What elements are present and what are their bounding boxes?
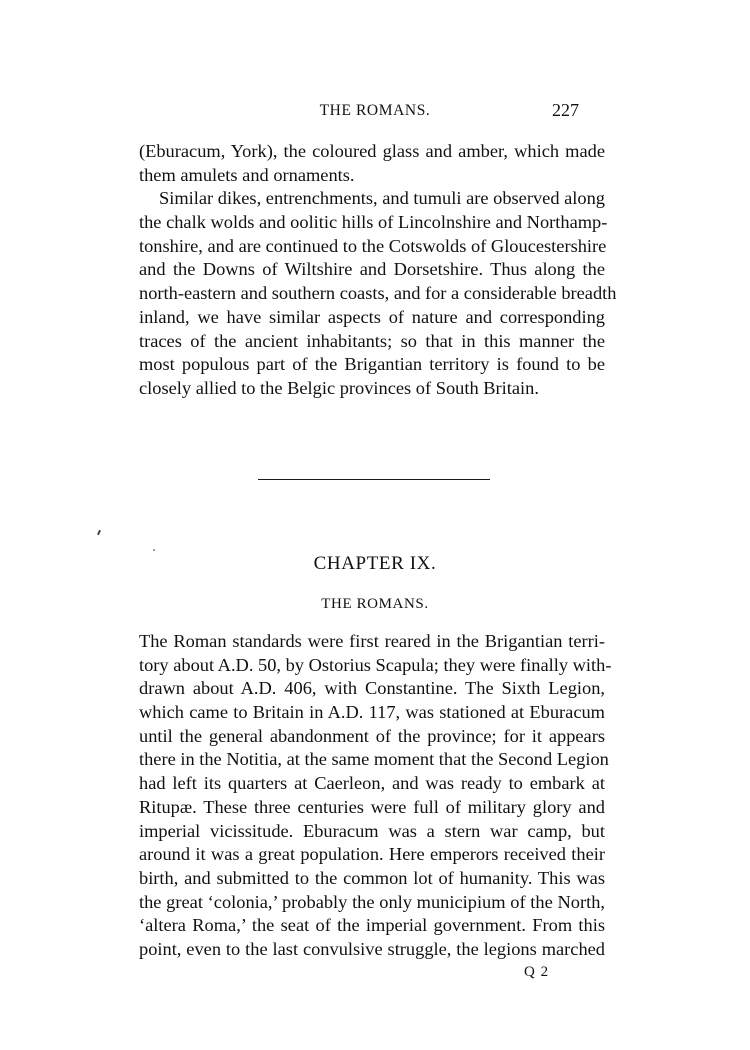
text-line: north-eastern and southern coasts, and for a considerable breadth [139,283,617,304]
text-line: imperial vicissitude. Eburacum was a stern war camp, but [139,820,605,841]
paragraph [139,140,605,187]
text-line: had left its quarters at Caerleon, and was ready to embark at [139,773,605,794]
page-number: 227 [552,100,579,120]
text-line: point, even to the last convulsive struggle, the legions marched [139,938,605,959]
chapter-text [139,630,612,962]
running-head [0,100,750,124]
text-line: the chalk wolds and oolitic hills of Lincolnshire and Northamp- [139,212,608,233]
text-line: tory about A.D. 50, by Ostorius Scapula; they were finally with- [139,654,612,675]
text-line: until the general abandonment of the province; for it appears [139,725,605,746]
text-line: which came to Britain in A.D. 117, was stationed at Eburacum [139,702,605,723]
text-line: The Roman standards were first reared in the Brigantian terri- [139,631,605,651]
text-line: and the Downs of Wiltshire and Dorsetshire. Thus along the [139,259,605,280]
text-line: Similar dikes, entrenchments, and tumuli are observed along [159,188,605,209]
text-line: ‘altera Roma,’ the seat of the imperial government. From this [139,915,605,936]
text-line: there in the Notitia, at the same moment that the Second Legion [139,749,609,770]
text-line: drawn about A.D. 406, with Constantine. The Sixth Legion, [139,678,605,699]
chapter-subtitle: THE ROMANS. [321,596,429,612]
text-line: Ritupæ. These three centuries were full of military glory and [139,796,605,817]
text-line: birth, and submitted to the common lot of humanity. This was [139,867,605,888]
running-title: THE ROMANS. [319,102,431,119]
text-line: (Eburacum, York), the coloured glass and amber, which made [139,141,605,161]
section-divider [258,479,490,480]
text-line: them amulets and ornaments. [139,164,355,185]
print-speck [153,549,155,551]
print-speck [97,530,101,535]
continued-text [139,140,617,401]
text-line: tonshire, and are continued to the Cotswolds of Gloucestershire [139,235,607,256]
text-line: closely allied to the Belgic provinces of South Britain. [139,377,539,398]
text-line: the great ‘colonia,’ probably the only municipium of the North, [139,891,605,912]
chapter-heading: CHAPTER IX. [313,553,437,574]
signature-mark: Q 2 [524,964,550,980]
text-line: most populous part of the Brigantian territory is found to be [139,354,605,375]
text-line: around it was a great population. Here emperors received their [139,844,605,865]
paragraph [139,187,617,400]
text-line: inland, we have similar aspects of nature and corresponding [139,306,605,327]
text-line: traces of the ancient inhabitants; so that in this manner the [139,330,605,351]
